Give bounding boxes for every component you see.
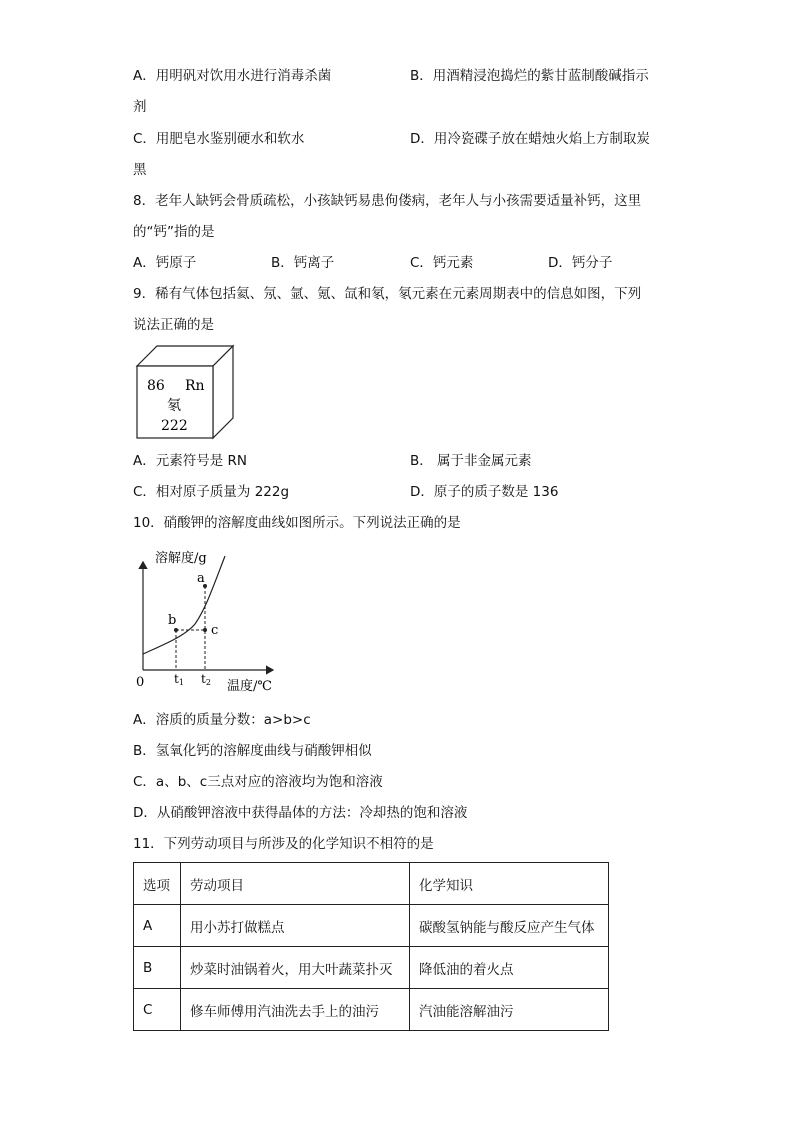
table-cell: 降低油的着火点 — [410, 947, 609, 989]
header-chemistry-knowledge: 化学知识 — [410, 863, 609, 905]
t1-label: t1 — [174, 672, 184, 687]
q11-table — [133, 862, 609, 1031]
point-c-label: c — [211, 623, 219, 638]
element-name: 氡 — [167, 398, 181, 414]
q8-option-b: B．钙离子 — [271, 255, 335, 271]
q9-option-b: B． 属于非金属元素 — [410, 453, 532, 469]
q10-option-b: B．氢氧化钙的溶解度曲线与硝酸钾相似 — [133, 743, 372, 759]
solubility-curve — [143, 556, 225, 654]
element-atomic-number: 86 — [147, 378, 165, 394]
q8-option-a: A．钙原子 — [133, 255, 197, 271]
q7-option-c: C．用肥皂水鉴别硬水和软水 — [133, 131, 305, 147]
header-option: 选项 — [134, 863, 181, 905]
table-row — [134, 905, 609, 947]
point-c-marker — [203, 628, 207, 632]
q8-option-c: C．钙元素 — [410, 255, 474, 271]
q11-stem: 11．下列劳动项目与所涉及的化学知识不相符的是 — [133, 836, 434, 852]
q9-option-c: C．相对原子质量为 222g — [133, 484, 290, 500]
table-cell: 碳酸氢钠能与酸反应产生气体 — [410, 905, 609, 947]
table-cell: 炒菜时油锅着火，用大叶蔬菜扑灭 — [181, 947, 410, 989]
element-mass: 222 — [161, 418, 188, 434]
q9-element-cube-figure — [135, 344, 235, 440]
q7-option-d: D．用冷瓷碟子放在蜡烛火焰上方制取炭 — [410, 131, 650, 147]
q9-stem-line2: 说法正确的是 — [133, 317, 214, 333]
table-cell: 汽油能溶解油污 — [410, 989, 609, 1031]
q7-option-d-continued: 黑 — [133, 162, 147, 178]
q10-option-c: C．a、b、c三点对应的溶液均为饱和溶液 — [133, 774, 383, 790]
q7-option-b: B．用酒精浸泡捣烂的紫甘蓝制酸碱指示 — [410, 68, 649, 84]
y-axis-label: 溶解度/g — [155, 551, 207, 566]
table-header-row — [134, 863, 609, 905]
x-axis-label: 温度/℃ — [227, 679, 272, 694]
q8-option-d: D．钙分子 — [548, 255, 613, 271]
table-cell: B — [134, 947, 181, 989]
table-cell: 修车师傅用汽油洗去手上的油污 — [181, 989, 410, 1031]
table-row — [134, 989, 609, 1031]
table-cell: C — [134, 989, 181, 1031]
q9-stem-line1: 9．稀有气体包括氦、氖、氩、氪、氙和氡，氡元素在元素周期表中的信息如图，下列 — [133, 286, 642, 302]
q8-stem-line2: 的“钙”指的是 — [133, 224, 215, 240]
t2-label: t2 — [201, 672, 211, 687]
table-row — [134, 947, 609, 989]
q9-option-a: A．元素符号是 RN — [133, 453, 248, 469]
q10-option-a: A．溶质的质量分数：a>b>c — [133, 712, 311, 728]
element-symbol: Rn — [185, 378, 205, 394]
header-labor-item: 劳动项目 — [181, 863, 410, 905]
q10-solubility-graph — [130, 544, 290, 700]
point-a-label: a — [197, 571, 205, 586]
origin-label: 0 — [136, 675, 145, 690]
q9-option-d: D．原子的质子数是 136 — [410, 484, 559, 500]
q10-option-d: D．从硝酸钾溶液中获得晶体的方法：冷却热的饱和溶液 — [133, 805, 468, 821]
q7-option-b-continued: 剂 — [133, 99, 147, 115]
table-cell: 用小苏打做糕点 — [181, 905, 410, 947]
point-b-label: b — [168, 613, 177, 628]
q10-stem: 10．硝酸钾的溶解度曲线如图所示。下列说法正确的是 — [133, 515, 461, 531]
point-b-marker — [174, 628, 178, 632]
q7-option-a: A．用明矾对饮用水进行消毒杀菌 — [133, 68, 332, 84]
q8-stem-line1: 8．老年人缺钙会骨质疏松，小孩缺钙易患佝偻病，老年人与小孩需要适量补钙，这里 — [133, 193, 642, 209]
table-cell: A — [134, 905, 181, 947]
